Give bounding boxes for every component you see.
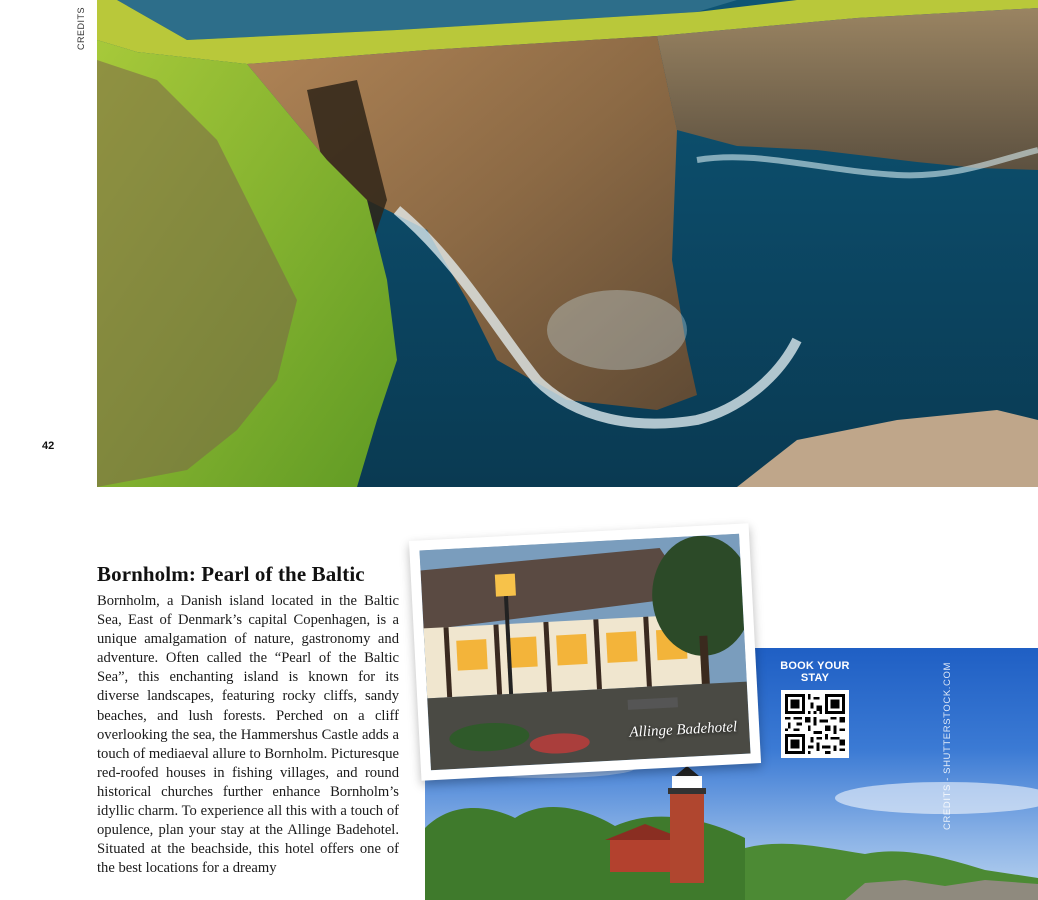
article-title: Bornholm: Pearl of the Baltic bbox=[97, 562, 365, 586]
photo-credit-left: CREDITS bbox=[76, 6, 86, 50]
hero-photo-sea-cliffs bbox=[97, 0, 1038, 487]
qr-code[interactable] bbox=[781, 690, 849, 758]
book-your-stay-block bbox=[774, 660, 856, 758]
article-body: Bornholm, a Danish island located in the Baltic Sea, East of Denmark’s capital Copenhagen, is a unique amalgamation of nature, gastronomy and adventure. Often called the “Pearl of the Baltic Sea”, this enchanting island is known for its diverse landscapes, featuring rocky cliffs, sandy beaches, and lush forests. Perched on a cliff overlooking the sea, the Hammershus Castle adds a touch of mediaeval allure to Bornholm. Picturesque red-roofed houses in fishing villages, and round historical churches further enhance Bornholm’s idyllic charm. To experience all this with a touch of opulence, plan your stay at the Allinge Badehotel. Situated at the beachside, this hotel offers one of the best locations for a dreamy bbox=[97, 593, 399, 877]
book-your-stay-label: BOOK YOUR STAY bbox=[780, 660, 850, 684]
page-number: 42 bbox=[42, 440, 55, 452]
postcard-caption: Allinge Badehotel bbox=[628, 719, 738, 741]
photo-credit-right: CREDITS - SHUTTERSTOCK.COM bbox=[942, 662, 953, 830]
hotel-photo bbox=[419, 534, 750, 770]
hotel-postcard bbox=[409, 523, 761, 780]
